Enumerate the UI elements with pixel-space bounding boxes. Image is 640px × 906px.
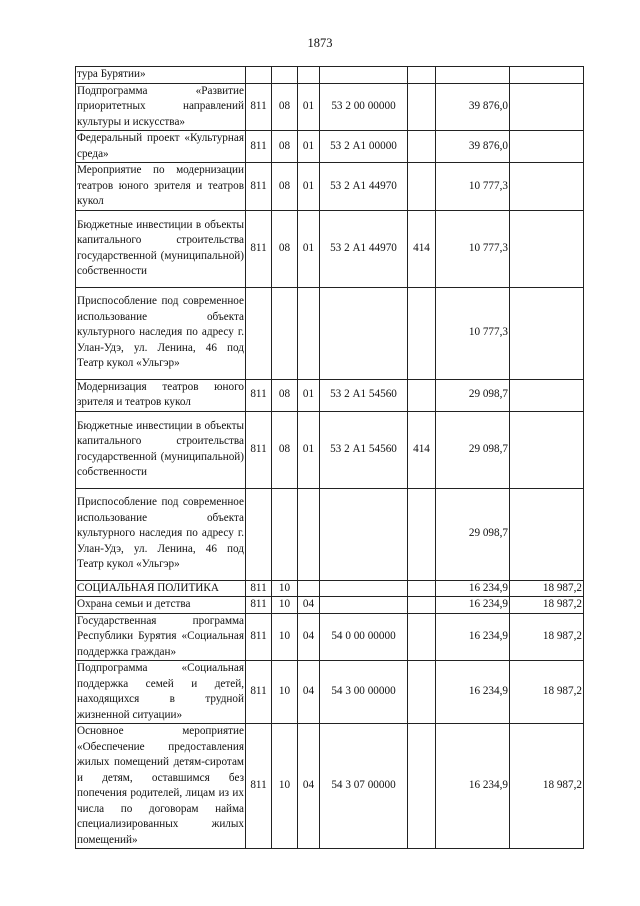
- target-article-cell: [320, 287, 408, 379]
- table-row: [76, 580, 584, 597]
- amount-year2-cell: 18 987,2: [510, 580, 584, 597]
- subsection-code-cell: 01: [298, 83, 320, 131]
- row-name-cell: тура Бурятии»: [76, 67, 246, 84]
- expense-type-cell: [408, 580, 436, 597]
- row-name-cell: СОЦИАЛЬНАЯ ПОЛИТИКА: [76, 580, 246, 597]
- ministry-code-cell: 811: [246, 580, 272, 597]
- expense-type-cell: [408, 287, 436, 379]
- row-name-cell: Приспособление под современное использование объекта культурного наследия по адресу г. Улан-Удэ, ул. Ленина, 46 под Театр кукол «Ульгэр»: [76, 287, 246, 379]
- amount-year1-cell: 39 876,0: [436, 83, 510, 131]
- amount-year2-cell: 18 987,2: [510, 724, 584, 849]
- table-row: [76, 379, 584, 411]
- subsection-code-cell: 04: [298, 613, 320, 661]
- section-code-cell: 08: [272, 83, 298, 131]
- amount-year1-cell: 16 234,9: [436, 661, 510, 724]
- section-code-cell: 08: [272, 210, 298, 287]
- row-name-cell: Приспособление под современное использование объекта культурного наследия по адресу г. Улан-Удэ, ул. Ленина, 46 под Театр кукол «Ульгэр»: [76, 488, 246, 580]
- table-row: [76, 724, 584, 849]
- row-name-cell: Охрана семьи и детства: [76, 597, 246, 614]
- subsection-code-cell: 01: [298, 379, 320, 411]
- amount-year2-cell: [510, 287, 584, 379]
- table-row: [76, 131, 584, 163]
- table-row: [76, 613, 584, 661]
- table-row: [76, 597, 584, 614]
- target-article-cell: [320, 580, 408, 597]
- target-article-cell: 53 2 А1 00000: [320, 131, 408, 163]
- section-code-cell: [272, 67, 298, 84]
- expense-type-cell: [408, 83, 436, 131]
- subsection-code-cell: 04: [298, 661, 320, 724]
- target-article-cell: 53 2 А1 54560: [320, 411, 408, 488]
- expense-type-cell: [408, 379, 436, 411]
- amount-year1-cell: 10 777,3: [436, 210, 510, 287]
- ministry-code-cell: 811: [246, 83, 272, 131]
- budget-table-body: [76, 67, 584, 849]
- subsection-code-cell: 01: [298, 210, 320, 287]
- amount-year2-cell: [510, 83, 584, 131]
- subsection-code-cell: 04: [298, 597, 320, 614]
- budget-table: [75, 66, 584, 849]
- amount-year1-cell: 29 098,7: [436, 488, 510, 580]
- expense-type-cell: 414: [408, 411, 436, 488]
- target-article-cell: 53 2 А1 44970: [320, 210, 408, 287]
- amount-year1-cell: 16 234,9: [436, 580, 510, 597]
- section-code-cell: 08: [272, 379, 298, 411]
- row-name-cell: Бюджетные инвестиции в объекты капитального строительства государственной (муниципальной) собственности: [76, 210, 246, 287]
- page-number: 1873: [307, 36, 333, 50]
- amount-year2-cell: [510, 488, 584, 580]
- row-name-cell: Подпрограмма «Социальная поддержка семей и детей, находящихся в трудной жизненной ситуации»: [76, 661, 246, 724]
- expense-type-cell: [408, 131, 436, 163]
- amount-year1-cell: 29 098,7: [436, 411, 510, 488]
- subsection-code-cell: 01: [298, 163, 320, 211]
- row-name-cell: Мероприятие по модернизации театров юного зрителя и театров кукол: [76, 163, 246, 211]
- amount-year2-cell: [510, 67, 584, 84]
- target-article-cell: 54 0 00 00000: [320, 613, 408, 661]
- table-row: [76, 163, 584, 211]
- row-name-cell: Основное мероприятие «Обеспечение предоставления жилых помещений детям-сиротам и детям, оставшимся без попечения родителей, лицам из их числа по договорам найма специализированных жилых помещений»: [76, 724, 246, 849]
- row-name-cell: Модернизация театров юного зрителя и театров кукол: [76, 379, 246, 411]
- section-code-cell: 08: [272, 163, 298, 211]
- ministry-code-cell: 811: [246, 613, 272, 661]
- target-article-cell: [320, 67, 408, 84]
- subsection-code-cell: [298, 488, 320, 580]
- row-name-cell: Подпрограмма «Развитие приоритетных направлений культуры и искусства»: [76, 83, 246, 131]
- ministry-code-cell: 811: [246, 411, 272, 488]
- table-row: [76, 488, 584, 580]
- expense-type-cell: 414: [408, 210, 436, 287]
- section-code-cell: [272, 287, 298, 379]
- amount-year1-cell: 16 234,9: [436, 597, 510, 614]
- subsection-code-cell: [298, 580, 320, 597]
- ministry-code-cell: 811: [246, 131, 272, 163]
- amount-year2-cell: [510, 411, 584, 488]
- subsection-code-cell: 04: [298, 724, 320, 849]
- amount-year2-cell: [510, 163, 584, 211]
- expense-type-cell: [408, 488, 436, 580]
- amount-year1-cell: 16 234,9: [436, 613, 510, 661]
- table-row: [76, 210, 584, 287]
- amount-year2-cell: 18 987,2: [510, 613, 584, 661]
- amount-year2-cell: [510, 379, 584, 411]
- ministry-code-cell: 811: [246, 210, 272, 287]
- ministry-code-cell: 811: [246, 597, 272, 614]
- ministry-code-cell: [246, 488, 272, 580]
- table-row: [76, 661, 584, 724]
- section-code-cell: 08: [272, 131, 298, 163]
- target-article-cell: 53 2 А1 44970: [320, 163, 408, 211]
- expense-type-cell: [408, 597, 436, 614]
- amount-year1-cell: 29 098,7: [436, 379, 510, 411]
- subsection-code-cell: [298, 67, 320, 84]
- section-code-cell: 08: [272, 411, 298, 488]
- amount-year2-cell: 18 987,2: [510, 597, 584, 614]
- target-article-cell: 54 3 07 00000: [320, 724, 408, 849]
- subsection-code-cell: 01: [298, 131, 320, 163]
- amount-year1-cell: 16 234,9: [436, 724, 510, 849]
- subsection-code-cell: [298, 287, 320, 379]
- section-code-cell: 10: [272, 580, 298, 597]
- ministry-code-cell: 811: [246, 379, 272, 411]
- row-name-cell: Бюджетные инвестиции в объекты капитального строительства государственной (муниципальной) собственности: [76, 411, 246, 488]
- section-code-cell: 10: [272, 613, 298, 661]
- ministry-code-cell: [246, 287, 272, 379]
- amount-year1-cell: 10 777,3: [436, 287, 510, 379]
- section-code-cell: 10: [272, 661, 298, 724]
- amount-year2-cell: [510, 131, 584, 163]
- ministry-code-cell: 811: [246, 724, 272, 849]
- expense-type-cell: [408, 613, 436, 661]
- target-article-cell: 53 2 А1 54560: [320, 379, 408, 411]
- row-name-cell: Государственная программа Республики Бурятия «Социальная поддержка граждан»: [76, 613, 246, 661]
- table-row: [76, 287, 584, 379]
- expense-type-cell: [408, 163, 436, 211]
- ministry-code-cell: 811: [246, 661, 272, 724]
- ministry-code-cell: [246, 67, 272, 84]
- expense-type-cell: [408, 724, 436, 849]
- section-code-cell: [272, 488, 298, 580]
- expense-type-cell: [408, 661, 436, 724]
- target-article-cell: [320, 597, 408, 614]
- amount-year1-cell: [436, 67, 510, 84]
- amount-year2-cell: [510, 210, 584, 287]
- target-article-cell: 53 2 00 00000: [320, 83, 408, 131]
- ministry-code-cell: 811: [246, 163, 272, 211]
- table-row: [76, 67, 584, 84]
- row-name-cell: Федеральный проект «Культурная среда»: [76, 131, 246, 163]
- section-code-cell: 10: [272, 597, 298, 614]
- table-row: [76, 83, 584, 131]
- amount-year1-cell: 10 777,3: [436, 163, 510, 211]
- subsection-code-cell: 01: [298, 411, 320, 488]
- target-article-cell: 54 3 00 00000: [320, 661, 408, 724]
- amount-year1-cell: 39 876,0: [436, 131, 510, 163]
- amount-year2-cell: 18 987,2: [510, 661, 584, 724]
- expense-type-cell: [408, 67, 436, 84]
- section-code-cell: 10: [272, 724, 298, 849]
- target-article-cell: [320, 488, 408, 580]
- table-row: [76, 411, 584, 488]
